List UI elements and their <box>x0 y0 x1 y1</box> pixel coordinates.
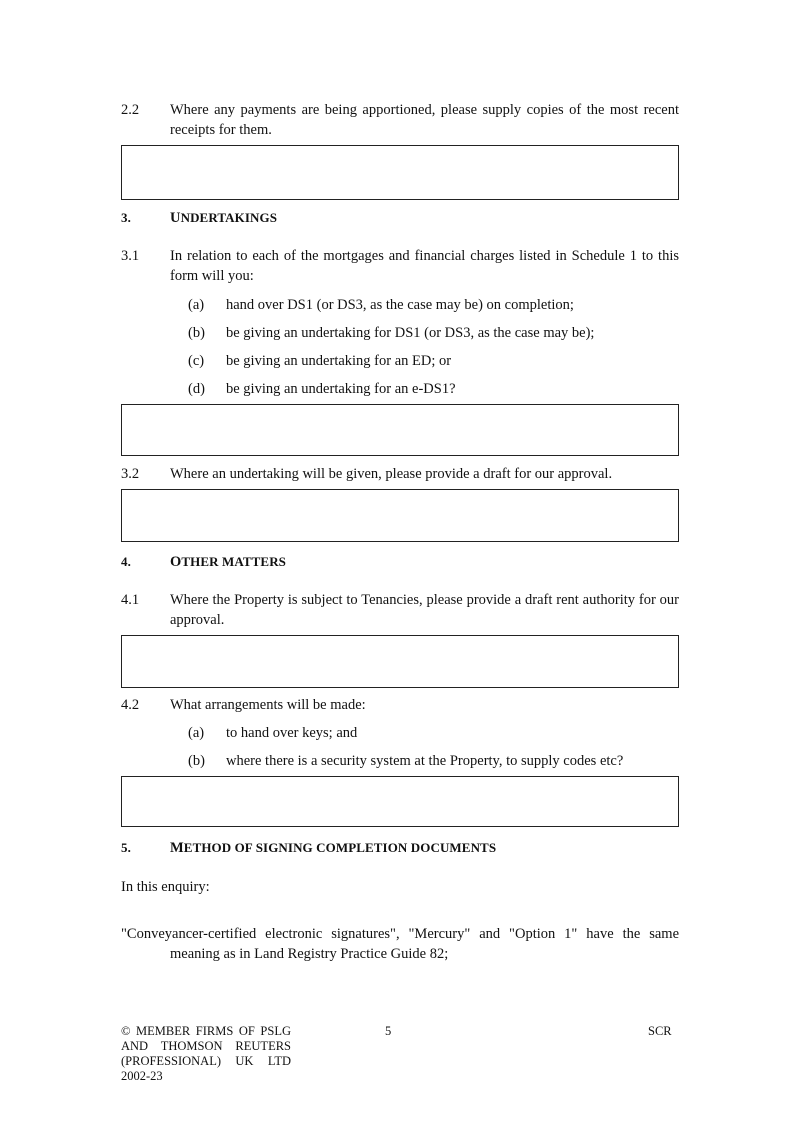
answer-box-3-1[interactable] <box>121 404 679 456</box>
heading-undertakings: UNDERTAKINGS <box>170 210 278 226</box>
enquiry-intro: In this enquiry: <box>121 879 210 895</box>
footer-copyright <box>121 1024 291 1084</box>
section-text: In relation to each of the mortgages and financial charges listed in Schedule 1 to this form will you: <box>170 248 679 284</box>
section-text: Where the Property is subject to Tenancies, please provide a draft rent authority for our approval. <box>170 592 679 628</box>
section-number: 3.1 <box>121 248 140 264</box>
item-label: (b) <box>188 325 205 341</box>
section-text: Where an undertaking will be given, please provide a draft for our approval. <box>170 466 613 482</box>
footer-copyright-line: (PROFESSIONAL) UK LTD <box>121 1054 291 1068</box>
footer-copyright-line: 2002-23 <box>121 1069 163 1083</box>
section-number: 3.2 <box>121 466 140 482</box>
heading-number: 3. <box>121 210 131 225</box>
section-number: 2.2 <box>121 102 140 118</box>
item-label: (b) <box>188 753 205 769</box>
item-label: (a) <box>188 297 205 313</box>
footer-copyright-line: AND THOMSON REUTERS <box>121 1039 291 1053</box>
answer-box-4-2[interactable] <box>121 776 679 827</box>
heading-number: 4. <box>121 554 131 569</box>
page-number: 5 <box>385 1024 392 1038</box>
answer-box-2-2[interactable] <box>121 145 679 200</box>
item-text: to hand over keys; and <box>226 725 358 741</box>
heading-method-of-signing: METHOD OF SIGNING COMPLETION DOCUMENTS <box>170 840 497 856</box>
item-label: (c) <box>188 353 205 369</box>
section-text: What arrangements will be made: <box>170 697 366 713</box>
item-text: be giving an undertaking for an ED; or <box>226 353 452 369</box>
item-text: hand over DS1 (or DS3, as the case may be) on completion; <box>226 297 574 313</box>
item-text: where there is a security system at the Property, to supply codes etc? <box>226 753 624 769</box>
answer-box-4-1[interactable] <box>121 635 679 688</box>
definition-line-2: meaning as in Land Registry Practice Guide 82; <box>170 946 449 962</box>
definition-line-1: "Conveyancer-certified electronic signatures", "Mercury" and "Option 1" have the same <box>121 926 679 942</box>
section-number: 4.2 <box>121 697 140 713</box>
answer-box-3-2[interactable] <box>121 489 679 542</box>
item-text: be giving an undertaking for an e-DS1? <box>226 381 456 397</box>
footer-copyright-line: © MEMBER FIRMS OF PSLG <box>121 1024 291 1038</box>
section-text: Where any payments are being apportioned, please supply copies of the most recent receipts for them. <box>170 102 679 138</box>
item-text: be giving an undertaking for DS1 (or DS3, as the case may be); <box>226 325 595 341</box>
form-code: SCR <box>648 1024 672 1038</box>
item-label: (d) <box>188 381 205 397</box>
section-number: 4.1 <box>121 592 140 608</box>
heading-number: 5. <box>121 840 131 855</box>
item-label: (a) <box>188 725 205 741</box>
heading-other-matters: OTHER MATTERS <box>170 554 287 570</box>
